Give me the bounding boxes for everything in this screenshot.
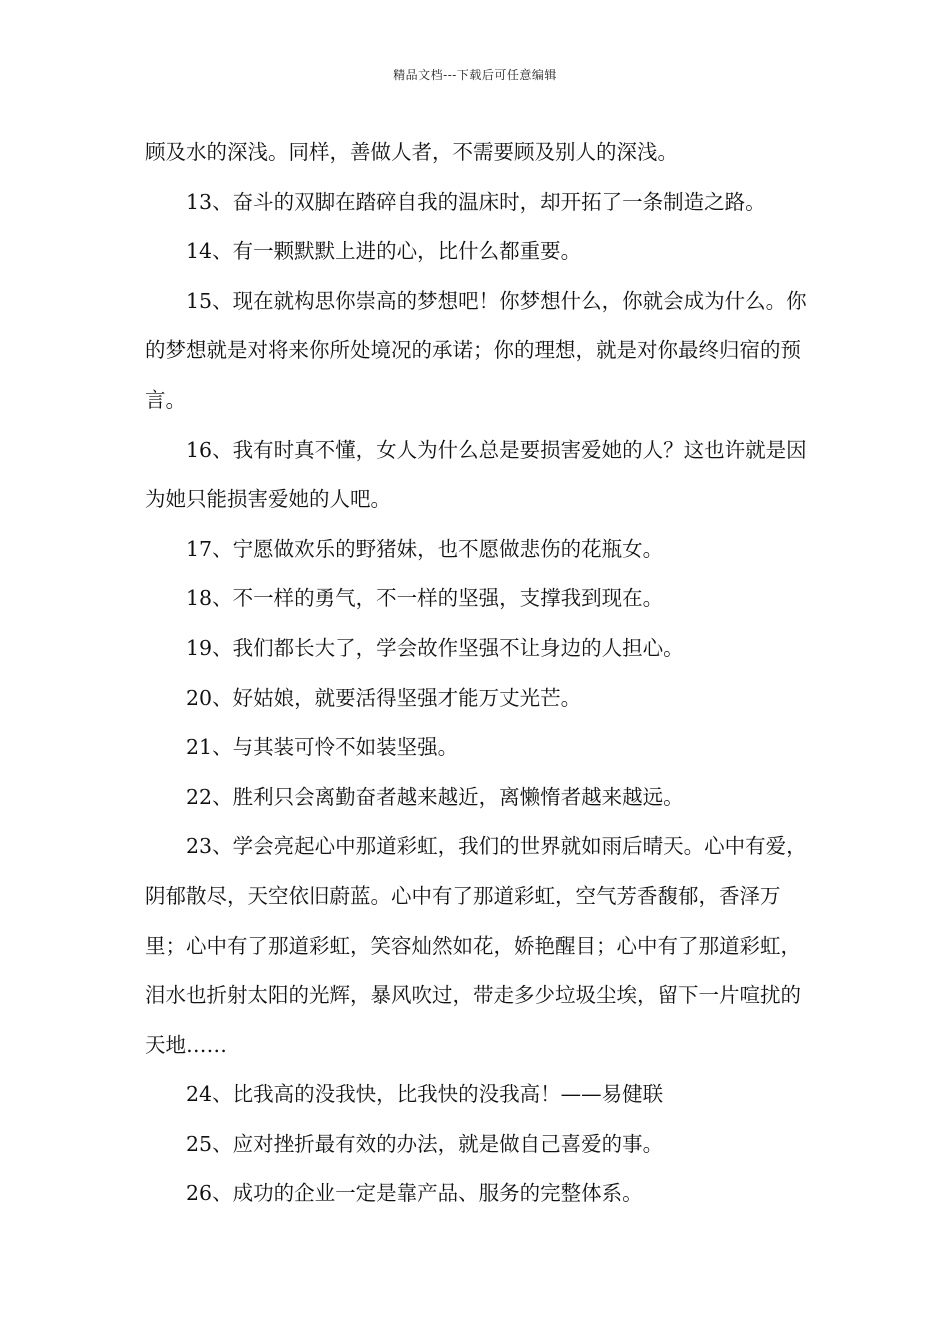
paragraph: 24、比我高的没我快，比我快的没我高！——易健联 bbox=[186, 1082, 664, 1107]
paragraph: 14、有一颗默默上进的心，比什么都重要。 bbox=[186, 239, 582, 264]
paragraph: 13、奋斗的双脚在踏碎自我的温床时，却开拓了一条制造之路。 bbox=[186, 189, 766, 214]
paragraph: 18、不一样的勇气，不一样的坚强，支撑我到现在。 bbox=[186, 586, 664, 611]
document-body bbox=[145, 128, 810, 1219]
paragraph: 25、应对挫折最有效的办法，就是做自己喜爱的事。 bbox=[186, 1131, 664, 1156]
paragraph: 16、我有时真不懂，女人为什么总是要损害爱她的人？这也许就是因为她只能损害爱她的人吧。 bbox=[145, 437, 807, 512]
paragraph: 顾及水的深浅。同样，善做人者，不需要顾及别人的深浅。 bbox=[145, 140, 678, 164]
page-header: 精品文档---下载后可任意编辑 bbox=[393, 68, 557, 82]
paragraph: 20、好姑娘，就要活得坚强才能万丈光芒。 bbox=[186, 685, 582, 710]
paragraph: 17、宁愿做欢乐的野猪妹，也不愿做悲伤的花瓶女。 bbox=[186, 536, 664, 561]
paragraph: 15、现在就构思你崇高的梦想吧！你梦想什么，你就会成为什么。你的梦想就是对将来你所处境况的承诺；你的理想，就是对你最终归宿的预言。 bbox=[145, 288, 807, 412]
paragraph: 21、与其装可怜不如装坚强。 bbox=[186, 735, 459, 760]
paragraph: 26、成功的企业一定是靠产品、服务的完整体系。 bbox=[186, 1181, 643, 1206]
paragraph: 22、胜利只会离勤奋者越来越近，离懒惰者越来越远。 bbox=[186, 784, 684, 809]
paragraph: 23、学会亮起心中那道彩虹，我们的世界就如雨后晴天。心中有爱，阴郁散尽，天空依旧蔚蓝。心中有了那道彩虹，空气芳香馥郁，香泽万里；心中有了那道彩虹，笑容灿然如花，娇艳醒目；心中有了那道彩虹，泪水也折射太阳的光辉，暴风吹过，带走多少垃圾尘埃，留下一片喧扰的天地…… bbox=[145, 834, 807, 1057]
paragraph: 19、我们都长大了，学会故作坚强不让身边的人担心。 bbox=[186, 635, 684, 660]
